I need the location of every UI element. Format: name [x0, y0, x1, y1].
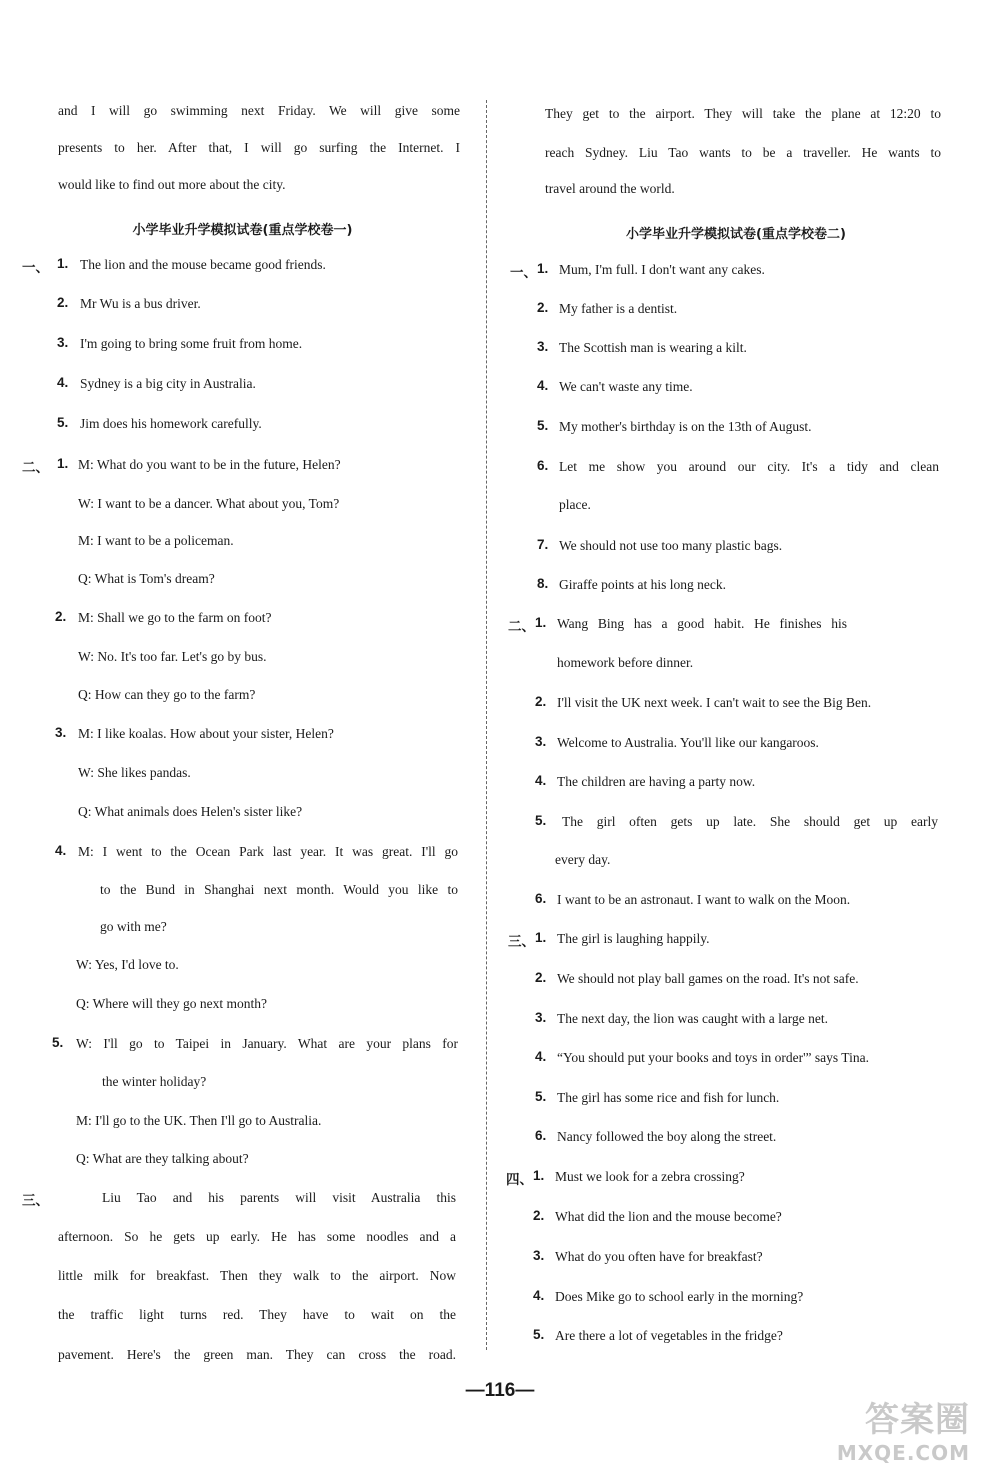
item-number: 3.	[535, 1010, 547, 1025]
answer-text: We should not play ball games on the road. It's not safe.	[557, 971, 859, 986]
answer-text: Mr Wu is a bus driver.	[80, 296, 201, 311]
answer-text: Welcome to Australia. You'll like our kangaroos.	[557, 735, 819, 750]
dialogue-line: M: I like koalas. How about your sister, Helen?	[78, 726, 334, 741]
answer-text: Jim does his homework carefully.	[80, 416, 262, 431]
answer-text: We should not use too many plastic bags.	[559, 538, 783, 553]
carry-line: and I will go swimming next Friday. We will give some	[58, 103, 460, 118]
passage-line: little milk for breakfast. Then they walk to the airport. Now	[58, 1268, 456, 1283]
part-marker: 一、	[510, 265, 537, 281]
item-number: 8.	[537, 576, 549, 591]
question-line: Q: What is Tom's dream?	[78, 571, 215, 586]
answer-text: The girl has some rice and fish for lunch.	[557, 1090, 780, 1105]
item-number: 6.	[535, 1128, 547, 1143]
item-number: 4.	[537, 378, 549, 393]
watermark-logo	[837, 1392, 970, 1465]
dialogue-line: to the Bund in Shanghai next month. Would you like to	[100, 882, 458, 897]
item-number: 4.	[535, 1049, 547, 1064]
item-number: 1.	[533, 1168, 545, 1183]
item-number: 1.	[535, 615, 547, 630]
watermark-url: MXQE.COM	[836, 1441, 970, 1465]
dialogue-line: W: No. It's too far. Let's go by bus.	[78, 649, 267, 664]
item-number: 5.	[57, 415, 69, 430]
passage-line: Liu Tao and his parents will visit Australia this	[102, 1190, 456, 1205]
item-number: 3.	[55, 725, 67, 740]
passage-line: pavement. Here's the green man. They can cross the road.	[58, 1347, 456, 1362]
item-number: 4.	[55, 843, 67, 858]
answer-text: What do you often have for breakfast?	[555, 1249, 763, 1264]
item-number: 5.	[535, 1089, 547, 1104]
section-title: 小学毕业升学模拟试卷(重点学校卷一)	[132, 223, 353, 238]
answer-text: Does Mike go to school early in the morning?	[555, 1289, 804, 1304]
item-number: 2.	[533, 1208, 545, 1223]
answer-text: “You should put your books and toys in order'” says Tina.	[557, 1050, 869, 1065]
carry-line: presents to her. After that, I will go surfing the Internet. I	[58, 140, 460, 155]
dialogue-line: W: She likes pandas.	[78, 765, 191, 780]
dialogue-line: M: I'll go to the UK. Then I'll go to Australia.	[76, 1113, 322, 1128]
answer-text: I'll visit the UK next week. I can't wait to see the Big Ben.	[557, 695, 872, 710]
answer-text: Mum, I'm full. I don't want any cakes.	[559, 262, 765, 277]
part-marker: 一、	[22, 260, 49, 276]
part-marker: 二、	[22, 460, 49, 476]
part-marker: 二、	[508, 619, 535, 635]
answer-text: Giraffe points at his long neck.	[559, 577, 726, 592]
item-number: 2.	[57, 295, 69, 310]
item-number: 2.	[537, 300, 549, 315]
answer-text: Nancy followed the boy along the street.	[557, 1129, 777, 1144]
question-line: Q: What animals does Helen's sister like?	[78, 804, 303, 819]
item-number: 7.	[537, 537, 549, 552]
item-number: 5.	[535, 813, 547, 828]
answer-text: The Scottish man is wearing a kilt.	[559, 340, 747, 355]
item-number: 5.	[537, 418, 549, 433]
item-number: 5.	[52, 1035, 64, 1050]
page-number: —116—	[465, 1380, 535, 1401]
part-marker: 四、	[506, 1172, 533, 1188]
item-number: 6.	[535, 891, 547, 906]
item-number: 6.	[537, 458, 549, 473]
answer-text: The lion and the mouse became good friends.	[80, 257, 326, 272]
answer-text: Let me show you around our city. It's a tidy and clean	[559, 459, 939, 474]
question-line: Q: Where will they go next month?	[76, 996, 267, 1011]
dialogue-line: W: Yes, I'd love to.	[76, 957, 179, 972]
part-marker: 三、	[508, 934, 535, 950]
passage-line: afternoon. So he gets up early. He has some noodles and a	[58, 1229, 456, 1244]
dialogue-line: go with me?	[100, 919, 167, 934]
answer-text: every day.	[555, 852, 611, 867]
answer-text: Wang Bing has a good habit. He finishes his	[557, 616, 847, 631]
item-number: 2.	[55, 609, 67, 624]
item-number: 1.	[57, 256, 69, 271]
item-number: 3.	[57, 335, 69, 350]
answer-text: Sydney is a big city in Australia.	[80, 376, 256, 391]
answer-text: I'm going to bring some fruit from home.	[80, 336, 303, 351]
answer-text: homework before dinner.	[557, 655, 694, 670]
item-number: 4.	[535, 773, 547, 788]
answer-text: place.	[559, 497, 591, 512]
answer-text: The children are having a party now.	[557, 774, 756, 789]
dialogue-line: M: I want to be a policeman.	[78, 533, 234, 548]
answer-text: Are there a lot of vegetables in the fridge?	[555, 1328, 783, 1343]
answer-text: The next day, the lion was caught with a large net.	[557, 1011, 829, 1026]
carry-line: reach Sydney. Liu Tao wants to be a traveller. He wants to	[545, 145, 941, 160]
item-number: 1.	[537, 261, 549, 276]
answer-text: What did the lion and the mouse become?	[555, 1209, 782, 1224]
item-number: 1.	[535, 930, 547, 945]
column-divider	[486, 100, 487, 1350]
part-marker: 三、	[22, 1193, 49, 1209]
question-line: Q: How can they go to the farm?	[78, 687, 256, 702]
item-number: 2.	[535, 970, 547, 985]
dialogue-line: the winter holiday?	[102, 1074, 207, 1089]
item-number: 3.	[533, 1248, 545, 1263]
dialogue-line: W: I want to be a dancer. What about you, Tom?	[78, 496, 340, 511]
item-number: 2.	[535, 694, 547, 709]
carry-line: They get to the airport. They will take the plane at 12:20 to	[545, 106, 941, 121]
answer-text: I want to be an astronaut. I want to walk on the Moon.	[557, 892, 851, 907]
item-number: 4.	[57, 375, 69, 390]
carry-line: travel around the world.	[545, 181, 675, 196]
item-number: 3.	[535, 734, 547, 749]
section-title: 小学毕业升学模拟试卷(重点学校卷二)	[626, 227, 846, 242]
answer-text: We can't waste any time.	[559, 379, 693, 394]
passage-line: the traffic light turns red. They have to wait on the	[58, 1307, 456, 1322]
item-number: 3.	[537, 339, 549, 354]
answer-text: The girl often gets up late. She should get up early	[562, 814, 938, 829]
carry-line: would like to find out more about the city.	[58, 177, 286, 192]
item-number: 5.	[533, 1327, 545, 1342]
dialogue-line: W: I'll go to Taipei in January. What are your plans for	[76, 1036, 458, 1051]
answer-text: Must we look for a zebra crossing?	[555, 1169, 745, 1184]
answer-text: The girl is laughing happily.	[557, 931, 710, 946]
dialogue-line: M: Shall we go to the farm on foot?	[78, 610, 272, 625]
answer-text: My mother's birthday is on the 13th of August.	[559, 419, 812, 434]
watermark-text: 答案圈	[865, 1400, 970, 1440]
item-number: 4.	[533, 1288, 545, 1303]
item-number: 1.	[57, 456, 69, 471]
question-line: Q: What are they talking about?	[76, 1151, 249, 1166]
dialogue-line: M: I went to the Ocean Park last year. It was great. I'll go	[78, 844, 458, 859]
dialogue-line: M: What do you want to be in the future, Helen?	[78, 457, 341, 472]
answer-text: My father is a dentist.	[559, 301, 678, 316]
